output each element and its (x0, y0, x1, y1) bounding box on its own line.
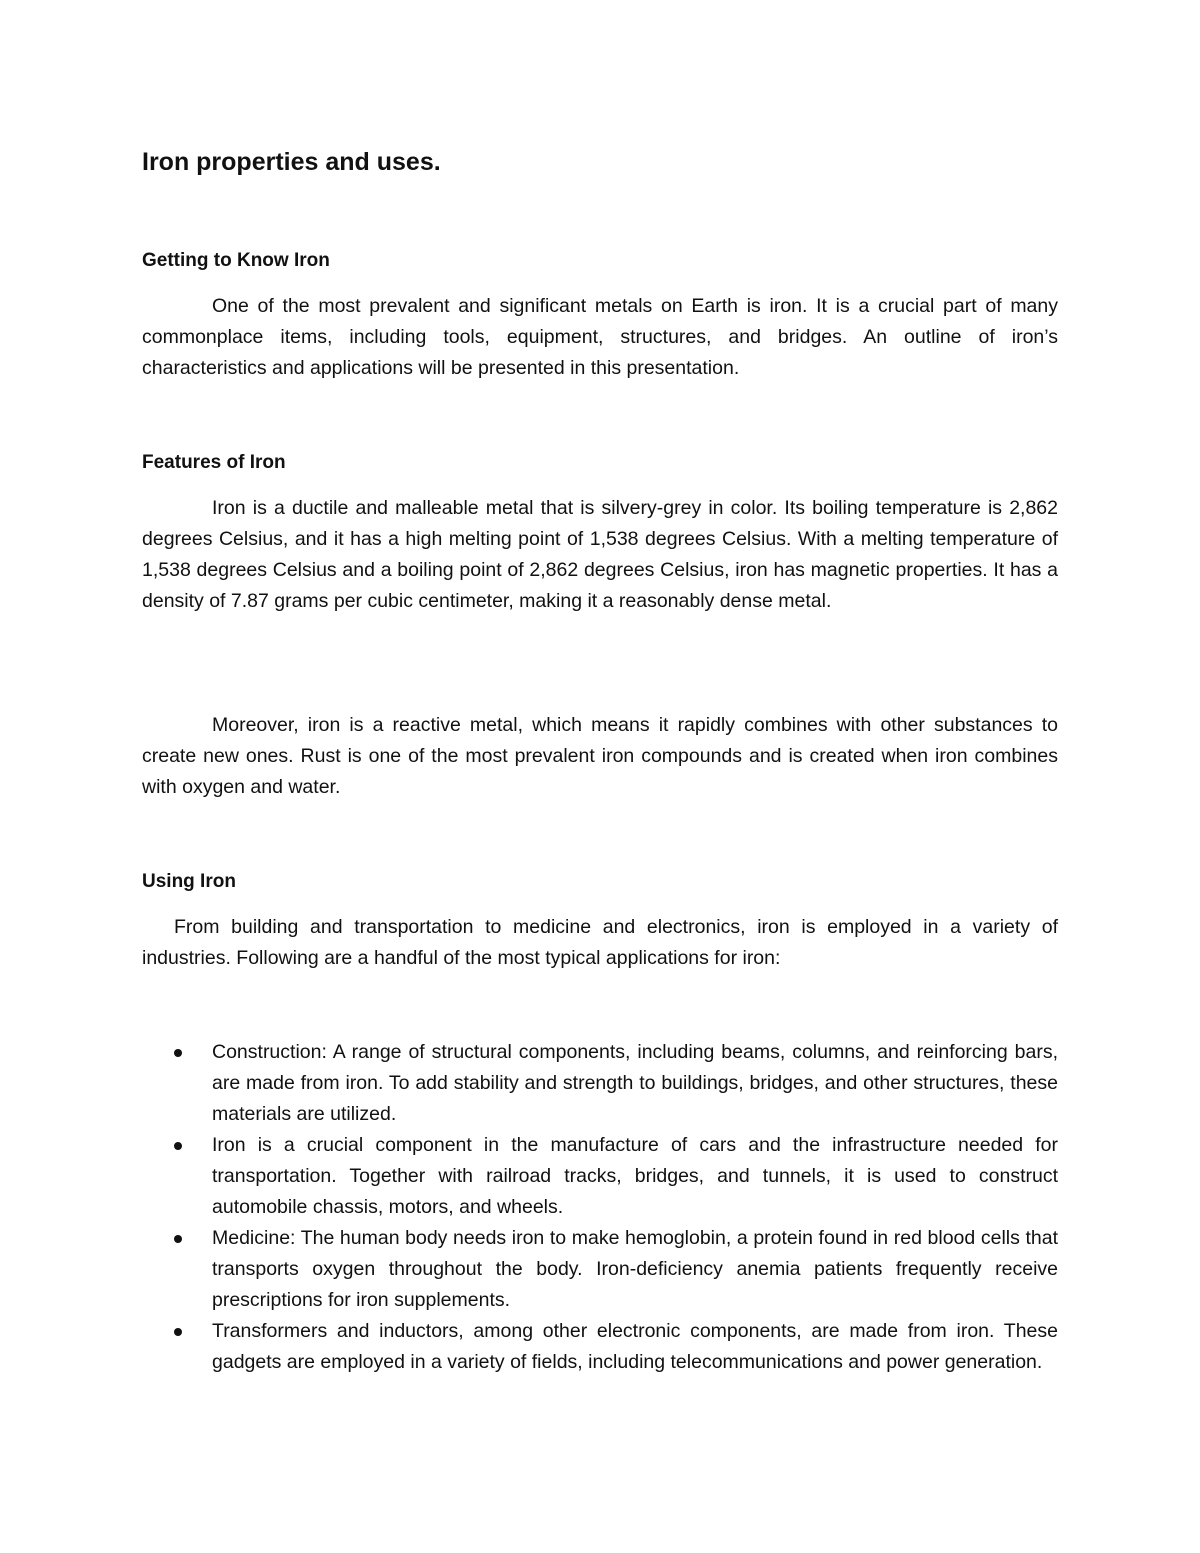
list-item (174, 1037, 1058, 1130)
bullet-icon (174, 1142, 182, 1150)
uses-bullet-list (174, 1037, 1058, 1378)
section-heading-features-of-iron: Features of Iron (142, 452, 286, 473)
paragraph-reactivity: Moreover, iron is a reactive metal, which means it rapidly combines with other substances to create new ones. Rust is one of the most prevalent iron compounds and is created when iron combines with oxygen and water. (142, 714, 1058, 798)
paragraph-uses-intro: From building and transportation to medicine and electronics, iron is employed in a variety of industries. Following are a handful of the most typical applications for iron: (142, 916, 1058, 969)
list-item-text: Transformers and inductors, among other electronic components, are made from iron. These gadgets are employed in a variety of fields, including telecommunications and power generation. (212, 1320, 1058, 1373)
bullet-icon (174, 1328, 182, 1336)
section-heading-getting-to-know-iron: Getting to Know Iron (142, 250, 330, 271)
document-title: Iron properties and uses. (142, 148, 441, 176)
list-item-text: Medicine: The human body needs iron to make hemoglobin, a protein found in red blood cells that transports oxygen throughout the body. Iron-deficiency anemia patients frequently receive prescriptions for iron supplements. (212, 1227, 1058, 1311)
bullet-icon (174, 1235, 182, 1243)
bullet-icon (174, 1049, 182, 1057)
paragraph-features: Iron is a ductile and malleable metal that is silvery-grey in color. Its boiling temperature is 2,862 degrees Celsius, and it has a high melting point of 1,538 degrees Celsius. With a melting temperature of 1,538 degrees Celsius and a boiling point of 2,862 degrees Celsius, iron has magnetic properties. It has a density of 7.87 grams per cubic centimeter, making it a reasonably dense metal. (142, 497, 1058, 612)
list-item-text: Iron is a crucial component in the manufacture of cars and the infrastructure needed for transportation. Together with railroad tracks, bridges, and tunnels, it is used to construct automobile chassis, motors, and wheels. (212, 1134, 1058, 1218)
list-item (174, 1316, 1058, 1378)
list-item (174, 1223, 1058, 1316)
paragraph-intro: One of the most prevalent and significant metals on Earth is iron. It is a crucial part of many commonplace items, including tools, equipment, structures, and bridges. An outline of iron’s characteristics and applications will be presented in this presentation. (142, 295, 1058, 379)
list-item-text: Construction: A range of structural components, including beams, columns, and reinforcing bars, are made from iron. To add stability and strength to buildings, bridges, and other structures, these materials are utilized. (212, 1041, 1058, 1125)
list-item (174, 1130, 1058, 1223)
section-heading-using-iron: Using Iron (142, 871, 236, 892)
